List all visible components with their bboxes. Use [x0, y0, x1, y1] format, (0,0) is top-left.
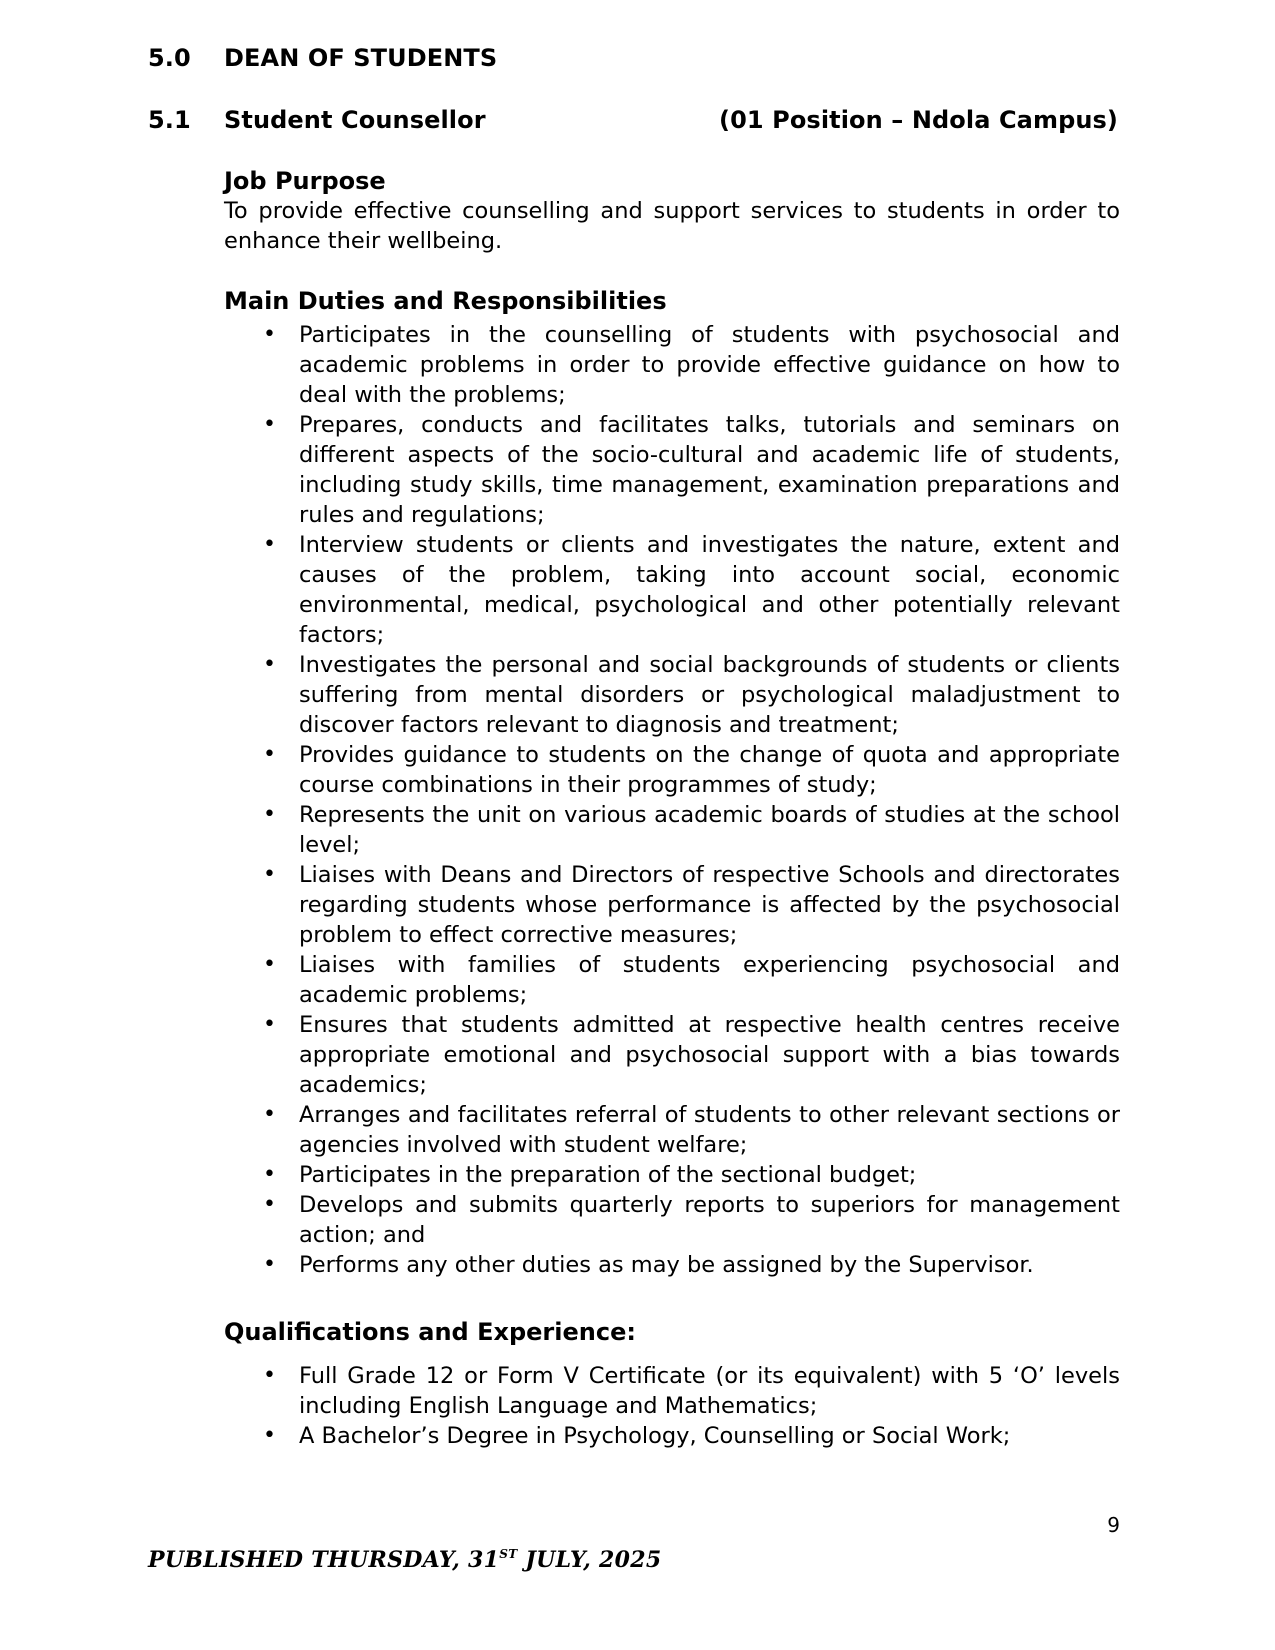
qualification-item: • A Bachelor’s Degree in Psychology, Counselling or Social Work;: [263, 1423, 1011, 1449]
bullet-icon: •: [263, 1363, 276, 1388]
duty-item: • Prepares, conducts and facilitates talks, tutorials and seminars on different aspects of the socio-cultural and academic life of students, including study skills, time management, examination preparations and rules and regulations;: [263, 412, 1120, 528]
section-title: DEAN OF STUDENTS: [224, 44, 498, 72]
bullet-icon: •: [263, 1252, 276, 1277]
bullet-icon: •: [263, 322, 276, 347]
duty-item: • Performs any other duties as may be assigned by the Supervisor.: [263, 1252, 1034, 1278]
duty-item: • Participates in the preparation of the sectional budget;: [263, 1162, 917, 1188]
main-duties-section: [224, 286, 1120, 1280]
qualifications-heading: Qualifications and Experience:: [224, 1318, 636, 1346]
duty-item: • Liaises with families of students experiencing psychosocial and academic problems;: [263, 952, 1120, 1008]
section-number: 5.0: [148, 44, 191, 72]
qualification-item: • Full Grade 12 or Form V Certificate (or its equivalent) with 5 ‘O’ levels including English Language and Mathematics;: [263, 1363, 1120, 1419]
bullet-icon: •: [263, 802, 276, 827]
bullet-icon: •: [263, 1423, 276, 1448]
bullet-icon: •: [263, 742, 276, 767]
position-location: (01 Position – Ndola Campus): [719, 106, 1118, 134]
bullet-icon: •: [263, 1162, 276, 1187]
page-number: 9: [1107, 1513, 1120, 1537]
duty-item: • Interview students or clients and investigates the nature, extent and causes of the problem, taking into account social, economic environmental, medical, psychological and other potentially relevant factors;: [263, 532, 1120, 648]
duty-item: • Represents the unit on various academic boards of studies at the school level;: [263, 802, 1120, 858]
qualifications-list: [224, 1361, 1120, 1451]
job-purpose-text: To provide effective counselling and support services to students in order to enhance their wellbeing.: [224, 198, 1120, 254]
duty-item: • Ensures that students admitted at respective health centres receive appropriate emotional and psychosocial support with a bias towards academics;: [263, 1012, 1120, 1098]
section-heading: [148, 44, 497, 72]
position-number: 5.1: [148, 106, 191, 134]
footer-published-date: PUBLISHED THURSDAY, 31ST JULY, 2025: [148, 1547, 662, 1573]
bullet-icon: •: [263, 952, 276, 977]
duty-item: • Liaises with Deans and Directors of respective Schools and directorates regarding students whose performance is affected by the psychosocial problem to effect corrective measures;: [263, 862, 1120, 948]
duty-item: • Provides guidance to students on the change of quota and appropriate course combinations in their programmes of study;: [263, 742, 1120, 798]
bullet-icon: •: [263, 862, 276, 887]
bullet-icon: •: [263, 652, 276, 677]
bullet-icon: •: [263, 1102, 276, 1127]
duty-item: • Arranges and facilitates referral of students to other relevant sections or agencies involved with student welfare;: [263, 1102, 1120, 1158]
main-duties-heading: Main Duties and Responsibilities: [224, 287, 667, 315]
main-duties-list: [224, 320, 1120, 1280]
duty-item: • Investigates the personal and social backgrounds of students or clients suffering from mental disorders or psychological maladjustment to discover factors relevant to diagnosis and treatment;: [263, 652, 1120, 738]
job-purpose-heading: Job Purpose: [224, 167, 386, 195]
bullet-icon: •: [263, 532, 276, 557]
bullet-icon: •: [263, 412, 276, 437]
duty-item: • Participates in the counselling of students with psychosocial and academic problems in order to provide effective guidance on how to deal with the problems;: [263, 322, 1120, 408]
duty-item: • Develops and submits quarterly reports to superiors for management action; and: [263, 1192, 1120, 1248]
position-title: Student Counsellor: [224, 106, 486, 134]
bullet-icon: •: [263, 1192, 276, 1217]
position-heading: [148, 106, 1118, 134]
qualifications-section: [224, 1317, 1120, 1451]
job-purpose-section: [224, 166, 1120, 256]
bullet-icon: •: [263, 1012, 276, 1037]
